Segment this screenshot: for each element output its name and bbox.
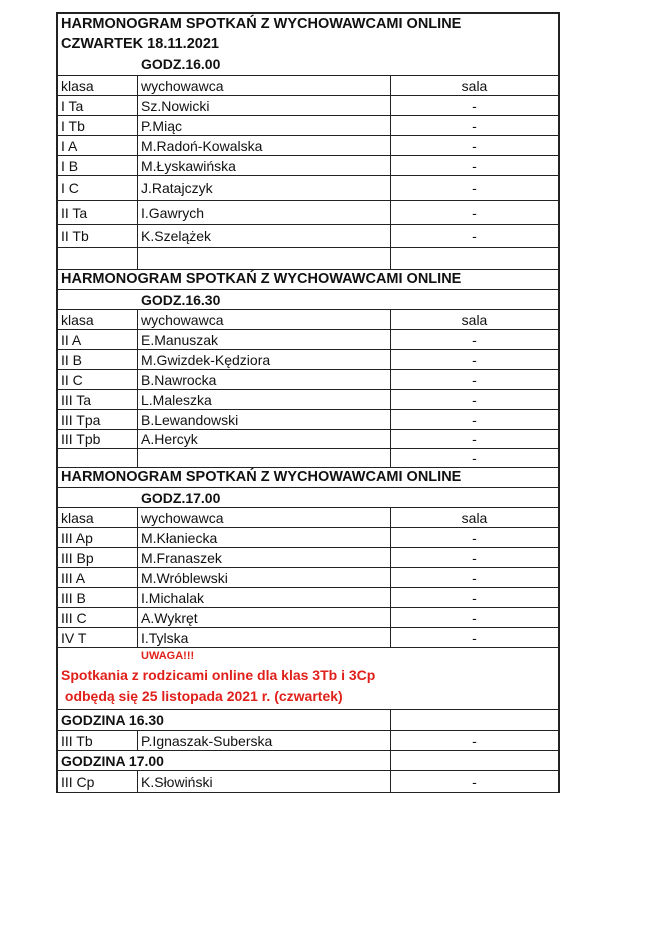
table-row — [58, 731, 558, 751]
room-cell: - — [472, 411, 477, 428]
room-cell: - — [472, 391, 477, 408]
table-row — [58, 771, 558, 793]
room-cell: - — [472, 549, 477, 566]
room-cell — [391, 248, 558, 269]
header-klasa: klasa — [58, 508, 138, 527]
teacher-cell: A.Hercyk — [138, 430, 391, 448]
teacher-cell: L.Maleszka — [138, 390, 391, 409]
header-klasa: klasa — [58, 76, 138, 95]
class-cell: III Ap — [58, 528, 138, 547]
table-row — [58, 176, 558, 201]
teacher-cell: M.Franaszek — [138, 548, 391, 567]
room-cell: - — [472, 629, 477, 646]
table-row — [58, 449, 558, 468]
teacher-cell: M.Łyskawińska — [138, 156, 391, 175]
notice-line-1: Spotkania z rodzicami online dla klas 3Tb i 3Cp — [61, 666, 376, 683]
room-cell: - — [472, 609, 477, 626]
extra-2-time-row — [58, 751, 558, 771]
section-2-time-row — [58, 290, 558, 310]
header-wychowawca: wychowawca — [138, 310, 391, 329]
table-row — [58, 330, 558, 350]
room-cell: - — [472, 180, 477, 196]
section-2-title-row — [58, 270, 558, 290]
teacher-cell: B.Nawrocka — [138, 370, 391, 389]
class-cell: III A — [58, 568, 138, 587]
teacher-cell: M.Radoń-Kowalska — [138, 136, 391, 155]
class-cell: I C — [58, 176, 138, 200]
table-row — [58, 548, 558, 568]
class-cell: III Tpa — [58, 410, 138, 429]
section-3-time-row — [58, 488, 558, 508]
room-cell: - — [472, 589, 477, 606]
teacher-cell — [138, 248, 391, 269]
teacher-cell: M.Gwizdek-Kędziora — [138, 350, 391, 369]
room-cell: - — [472, 228, 477, 244]
teacher-cell: K.Słowiński — [138, 771, 391, 792]
table-row — [58, 430, 558, 449]
room-cell: - — [472, 137, 477, 154]
section-1-header — [58, 14, 558, 76]
section-2-column-headers — [58, 310, 558, 330]
table-row — [58, 156, 558, 176]
header-klasa: klasa — [58, 310, 138, 329]
room-cell: - — [472, 450, 477, 466]
room-cell: - — [472, 351, 477, 368]
class-cell — [58, 449, 138, 467]
class-cell: II Tb — [58, 225, 138, 247]
header-wychowawca: wychowawca — [138, 76, 391, 95]
teacher-cell: K.Szelążek — [138, 225, 391, 247]
section-1-time: GODZ.16.00 — [141, 56, 221, 72]
extra-1-time: GODZINA 16.30 — [58, 710, 391, 730]
class-cell: I B — [58, 156, 138, 175]
table-row — [58, 350, 558, 370]
class-cell: III Tpb — [58, 430, 138, 448]
section-1-title: HARMONOGRAM SPOTKAŃ Z WYCHOWAWCAMI ONLINE — [61, 15, 462, 32]
room-cell: - — [472, 431, 477, 447]
room-cell: - — [472, 204, 477, 221]
room-cell: - — [472, 157, 477, 174]
table-row — [58, 390, 558, 410]
section-2-time: GODZ.16.30 — [141, 291, 221, 308]
class-cell: IV T — [58, 628, 138, 647]
notice-line-2: odbędą się 25 listopada 2021 r. (czwartek) — [61, 687, 343, 704]
teacher-cell: I.Michalak — [138, 588, 391, 607]
teacher-cell: M.Kłaniecka — [138, 528, 391, 547]
room-cell: - — [472, 117, 477, 134]
section-2-title: HARMONOGRAM SPOTKAŃ Z WYCHOWAWCAMI ONLINE — [61, 271, 462, 288]
class-cell: II C — [58, 370, 138, 389]
teacher-cell — [138, 449, 391, 467]
extra-1-time-row — [58, 710, 558, 731]
class-cell: III Cp — [58, 771, 138, 792]
room-cell: - — [472, 331, 477, 348]
table-row — [58, 528, 558, 548]
room-cell: - — [472, 529, 477, 546]
section-1-date: CZWARTEK 18.11.2021 — [61, 35, 219, 52]
section-3-title-row — [58, 468, 558, 488]
teacher-cell: P.Miąc — [138, 116, 391, 135]
extra-1-time-empty — [391, 710, 558, 730]
teacher-cell: E.Manuszak — [138, 330, 391, 349]
class-cell: III Bp — [58, 548, 138, 567]
table-row — [58, 96, 558, 116]
teacher-cell: B.Lewandowski — [138, 410, 391, 429]
table-row — [58, 568, 558, 588]
class-cell: II A — [58, 330, 138, 349]
teacher-cell: P.Ignaszak-Suberska — [138, 731, 391, 750]
teacher-cell: Sz.Nowicki — [138, 96, 391, 115]
class-cell: III Tb — [58, 731, 138, 750]
table-row — [58, 588, 558, 608]
table-row — [58, 410, 558, 430]
class-cell: I A — [58, 136, 138, 155]
room-cell: - — [472, 732, 477, 749]
section-3-title: HARMONOGRAM SPOTKAŃ Z WYCHOWAWCAMI ONLINE — [61, 469, 462, 486]
section-1-column-headers — [58, 76, 558, 96]
class-cell: III B — [58, 588, 138, 607]
class-cell: I Tb — [58, 116, 138, 135]
class-cell: II B — [58, 350, 138, 369]
table-row — [58, 136, 558, 156]
class-cell: I Ta — [58, 96, 138, 115]
extra-2-time: GODZINA 17.00 — [58, 751, 391, 770]
header-sala: sala — [461, 311, 488, 328]
table-row — [58, 225, 558, 248]
teacher-cell: M.Wróblewski — [138, 568, 391, 587]
room-cell: - — [472, 371, 477, 388]
room-cell: - — [472, 569, 477, 586]
table-row — [58, 201, 558, 225]
header-wychowawca: wychowawca — [138, 508, 391, 527]
table-row — [58, 370, 558, 390]
schedule-document — [56, 12, 560, 793]
class-cell: III C — [58, 608, 138, 627]
section-3-column-headers — [58, 508, 558, 528]
table-row — [58, 116, 558, 136]
room-cell: - — [472, 97, 477, 114]
class-cell: III Ta — [58, 390, 138, 409]
section-3-time: GODZ.17.00 — [141, 489, 221, 506]
table-row — [58, 628, 558, 648]
table-row — [58, 608, 558, 628]
extra-2-time-empty — [391, 751, 558, 770]
table-row — [58, 248, 558, 270]
teacher-cell: I.Tylska — [138, 628, 391, 647]
teacher-cell: J.Ratajczyk — [138, 176, 391, 200]
room-cell: - — [472, 773, 477, 790]
class-cell — [58, 248, 138, 269]
class-cell: II Ta — [58, 201, 138, 224]
notice-label: UWAGA!!! — [141, 649, 195, 662]
teacher-cell: I.Gawrych — [138, 201, 391, 224]
notice-block — [58, 648, 558, 710]
header-sala: sala — [461, 77, 488, 94]
teacher-cell: A.Wykręt — [138, 608, 391, 627]
header-sala: sala — [461, 509, 488, 526]
